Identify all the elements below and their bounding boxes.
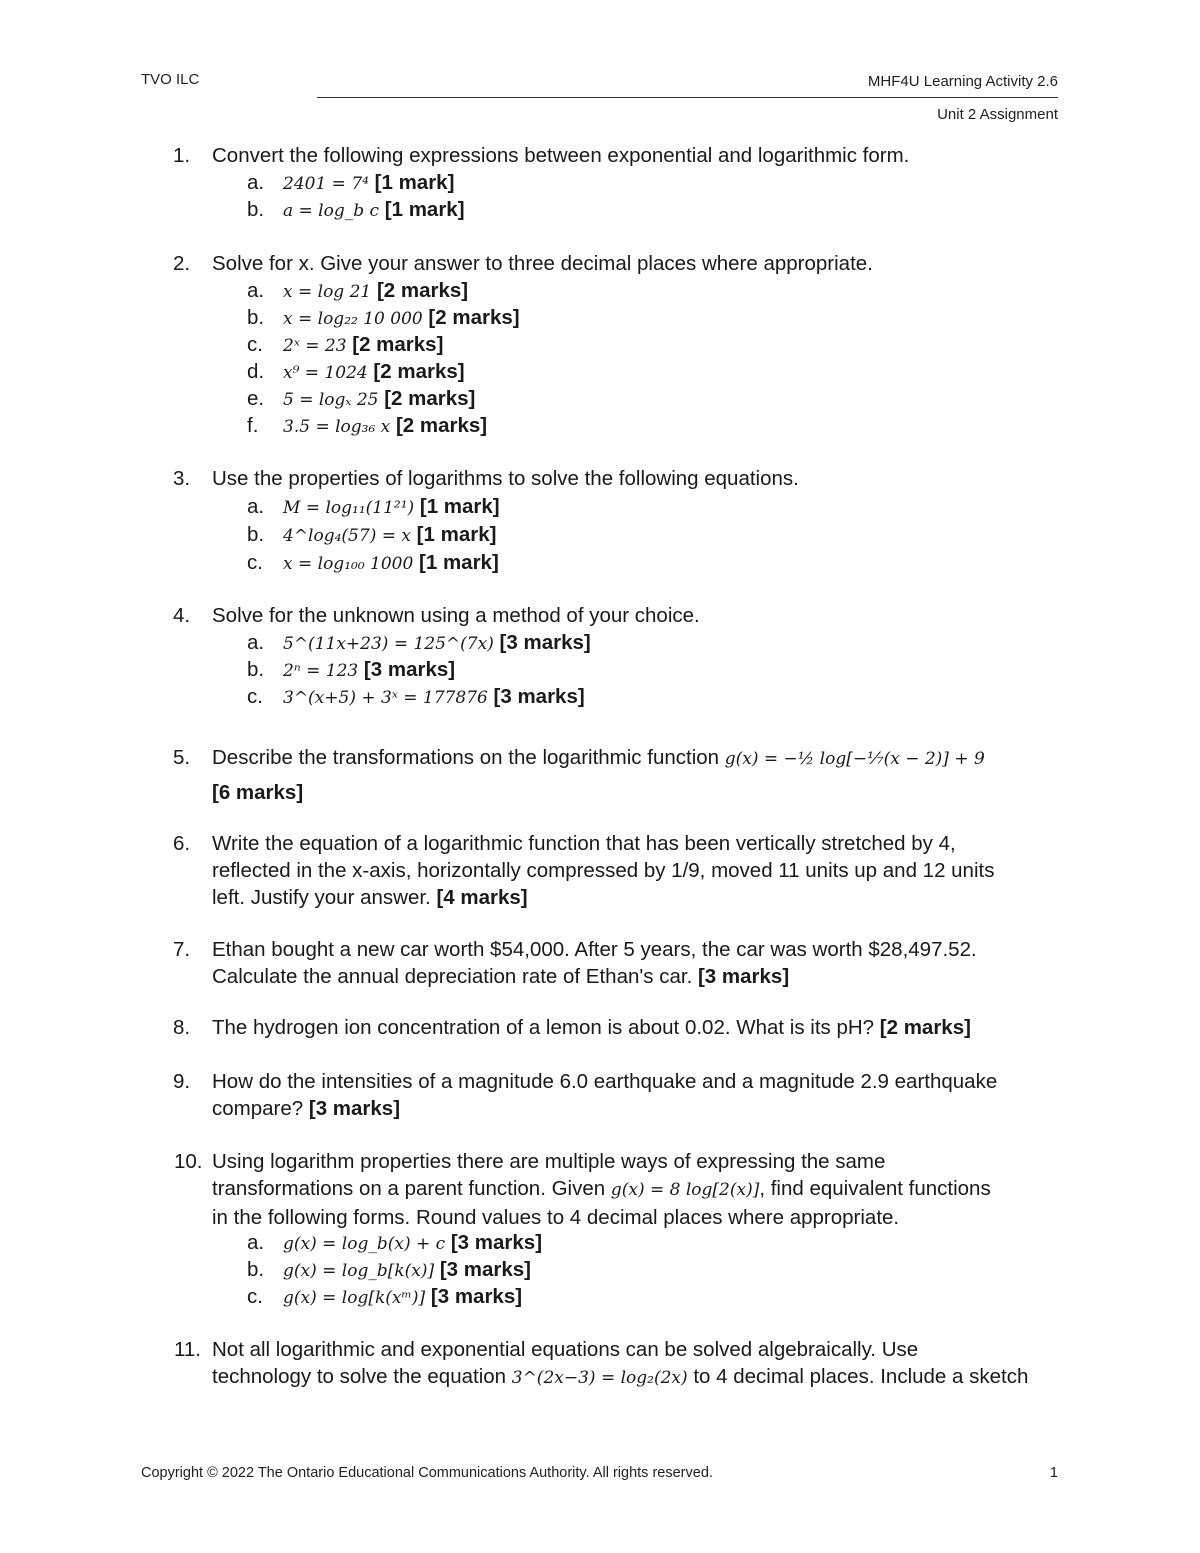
math-expression: g(x) = log[k(xᵐ)]	[283, 1288, 426, 1308]
math-expression: 4^log₄(57) = x	[283, 526, 411, 546]
question-text-line: Write the equation of a logarithmic function that has been vertically stretched by 4,	[212, 832, 956, 855]
question-text-line: technology to solve the equation	[212, 1365, 507, 1388]
question-text-line: Using logarithm properties there are multiple ways of expressing the same	[212, 1150, 886, 1173]
question-number: 8.	[173, 1016, 191, 1039]
question-number: 7.	[173, 938, 191, 961]
item-letter: b.	[247, 523, 265, 546]
marks: [3 marks]	[697, 965, 790, 988]
item-letter: c.	[247, 333, 263, 356]
question-text-line: , find equivalent functions	[759, 1177, 991, 1200]
header-rule	[317, 97, 1058, 98]
marks: [1 mark]	[384, 198, 465, 221]
marks: [2 marks]	[376, 279, 469, 302]
marks: [4 marks]	[436, 886, 528, 909]
question-text-line: Not all logarithmic and exponential equations can be solved algebraically. Use	[212, 1338, 919, 1361]
item-letter: c.	[247, 1285, 263, 1308]
item-letter: e.	[247, 387, 265, 410]
page-number: 1	[1049, 1465, 1058, 1481]
marks: [2 marks]	[352, 333, 444, 356]
item-letter: a.	[247, 171, 265, 194]
math-expression: g(x) = log_b[k(x)]	[283, 1261, 435, 1281]
question-text: Solve for the unknown using a method of your choice.	[212, 604, 700, 627]
question-text: Convert the following expressions between exponential and logarithmic form.	[212, 144, 910, 167]
question-text-line: in the following forms. Round values to 4 decimal places where appropriate.	[212, 1206, 900, 1229]
question-text-line: to 4 decimal places. Include a sketch	[693, 1365, 1029, 1388]
math-expression: 3^(2x−3) = log₂(2x)	[511, 1368, 688, 1388]
marks: [3 marks]	[493, 685, 585, 708]
math-expression: 5 = logₓ 25	[283, 390, 379, 410]
item-letter: b.	[247, 198, 265, 221]
math-expression: 3^(x+5) + 3ˣ = 177876	[283, 688, 488, 708]
marks: [2 marks]	[428, 306, 520, 329]
marks: [3 marks]	[439, 1258, 532, 1281]
math-expression: g(x) = −½ log[−⅐(x − 2)] + 9	[724, 749, 985, 769]
question-text-line: transformations on a parent function. Given	[212, 1177, 606, 1200]
question-number: 1.	[173, 144, 191, 167]
header-left: TVO ILC	[141, 71, 200, 88]
marks: [1 mark]	[419, 551, 499, 574]
header-right: MHF4U Learning Activity 2.6	[867, 73, 1058, 90]
math-expression: x = log 21	[283, 282, 372, 302]
math-expression: 2ˣ = 23	[283, 336, 347, 356]
item-letter: a.	[247, 279, 265, 302]
question-text: Describe the transformations on the logarithmic function	[212, 746, 720, 769]
question-number: 6.	[173, 832, 191, 855]
math-expression: g(x) = 8 log[2(x)]	[610, 1180, 760, 1200]
marks: [3 marks]	[450, 1231, 543, 1254]
question-number: 9.	[173, 1070, 191, 1093]
math-expression: x = log₂₂ 10 000	[283, 309, 423, 329]
question-text-line: compare?	[212, 1097, 304, 1120]
question-number: 5.	[173, 746, 191, 769]
question-text-line: Ethan bought a new car worth $54,000. After 5 years, the car was worth $28,497.52.	[212, 938, 977, 961]
item-letter: a.	[247, 631, 265, 654]
item-letter: f.	[247, 414, 259, 437]
marks: [2 marks]	[384, 387, 476, 410]
item-letter: c.	[247, 685, 263, 708]
marks: [3 marks]	[430, 1285, 523, 1308]
question-number: 4.	[173, 604, 191, 627]
item-letter: a.	[247, 495, 265, 518]
item-letter: b.	[247, 658, 265, 681]
marks: [2 marks]	[373, 360, 465, 383]
question-text: Solve for x. Give your answer to three decimal places where appropriate.	[212, 252, 873, 275]
math-expression: g(x) = log_b(x) + c	[283, 1234, 446, 1254]
marks: [1 mark]	[374, 171, 455, 194]
math-expression: 2ⁿ = 123	[283, 661, 359, 681]
math-expression: 2401 = 7⁴	[283, 174, 369, 194]
marks: [3 marks]	[499, 631, 591, 654]
marks: [2 marks]	[395, 414, 488, 437]
item-letter: b.	[247, 1258, 265, 1281]
marks: [1 mark]	[416, 523, 497, 546]
question-text: Use the properties of logarithms to solve the following equations.	[212, 467, 799, 490]
math-expression: x = log₁₀₀ 1000	[283, 554, 414, 574]
math-expression: x⁹ = 1024	[283, 363, 368, 383]
question-text-line: How do the intensities of a magnitude 6.0 earthquake and a magnitude 2.9 earthquake	[212, 1070, 998, 1093]
header-subtitle: Unit 2 Assignment	[937, 106, 1058, 123]
marks: [3 marks]	[308, 1097, 401, 1120]
question-number: 2.	[173, 252, 191, 275]
footer-copyright: Copyright © 2022 The Ontario Educational Communications Authority. All rights reserved.	[141, 1465, 713, 1481]
item-letter: c.	[247, 551, 263, 574]
question-number: 10.	[174, 1150, 203, 1173]
marks: [1 mark]	[419, 495, 500, 518]
marks: [3 marks]	[363, 658, 456, 681]
math-expression: a = log_b c	[283, 201, 380, 221]
math-expression: 3.5 = log₃₆ x	[283, 417, 391, 437]
question-text-line: Calculate the annual depreciation rate of Ethan's car.	[212, 965, 693, 988]
marks: [6 marks]	[212, 781, 304, 804]
question-number: 11.	[174, 1338, 201, 1361]
item-letter: a.	[247, 1231, 265, 1254]
question-text-line: left. Justify your answer.	[212, 886, 431, 909]
math-expression: 5^(11x+23) = 125^(7x)	[283, 634, 494, 654]
math-expression: M = log₁₁(11²¹)	[283, 498, 415, 518]
question-text: The hydrogen ion concentration of a lemon is about 0.02. What is its pH?	[212, 1016, 875, 1039]
question-number: 3.	[173, 467, 191, 490]
item-letter: b.	[247, 306, 265, 329]
marks: [2 marks]	[879, 1016, 971, 1039]
question-text-line: reflected in the x-axis, horizontally compressed by 1/9, moved 11 units up and 12 units	[212, 859, 995, 882]
item-letter: d.	[247, 360, 265, 383]
